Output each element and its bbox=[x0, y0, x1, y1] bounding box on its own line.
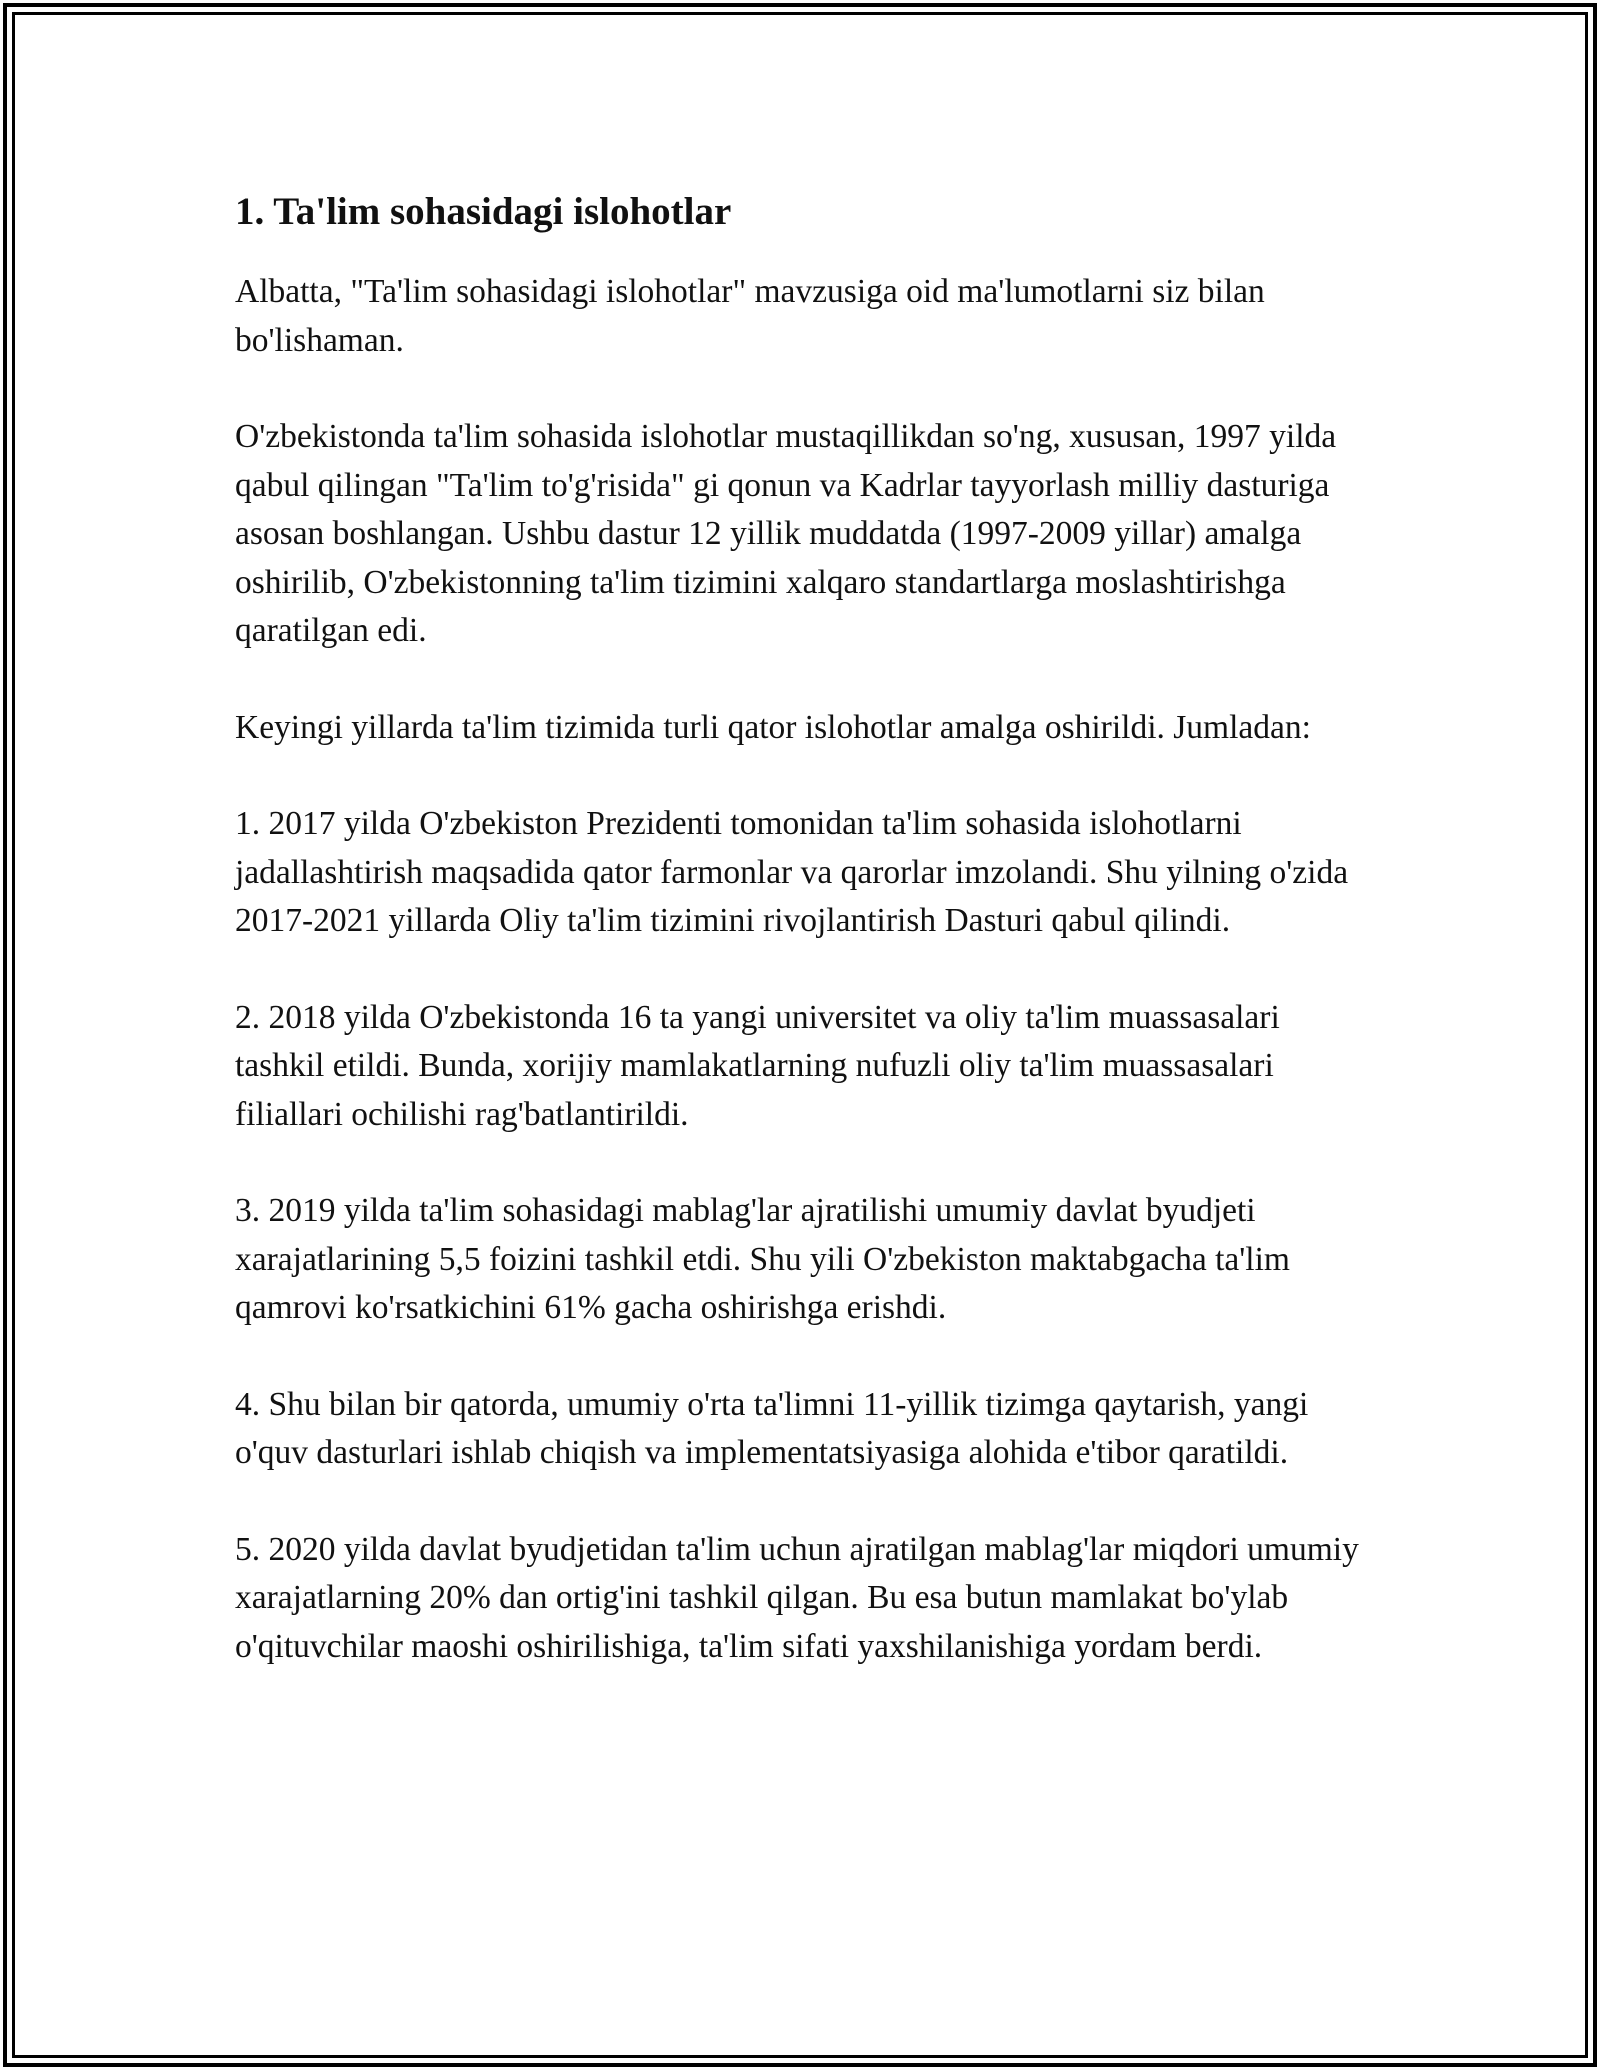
paragraph-background: O'zbekistonda ta'lim sohasida islohotlar mustaqillikdan so'ng, xususan, 1997 yilda qabul qilingan "Ta'lim to'g'risida" gi qonun va Kadrlar tayyorlash milliy dasturiga asosan boshlangan. Ushbu dastur 12 yillik muddatda (1997-2009 yillar) amalga oshirilib, O'zbekistonning ta'lim tizimini xalqaro standartlarga moslashtirishga qaratilgan edi. bbox=[235, 418, 1337, 649]
list-item-2020: 5. 2020 yilda davlat byudjetidan ta'lim uchun ajratilgan mablag'lar miqdori umumiy xarajatlarning 20% dan ortig'ini tashkil qilgan. Bu esa butun mamlakat bo'ylab o'qituvchilar maoshi oshirilishiga, ta'lim sifati yaxshilanishiga yordam berdi. bbox=[235, 1530, 1359, 1665]
list-item-2019: 3. 2019 yilda ta'lim sohasidagi mablag'lar ajratilishi umumiy davlat byudjeti xarajatlarining 5,5 foizini tashkil etdi. Shu yili O'zbekiston maktabgacha ta'lim qamrovi ko'rsatkichini 61% gacha oshirishga erishdi. bbox=[235, 1192, 1290, 1326]
section-heading: 1. Ta'lim sohasidagi islohotlar bbox=[235, 190, 732, 233]
list-item-2018: 2. 2018 yilda O'zbekistonda 16 ta yangi universitet va oliy ta'lim muassasalari tashkil etildi. Bunda, xorijiy mamlakatlarning nufuzli oliy ta'lim muassasalari filiallari ochilishi rag'batlantirildi. bbox=[235, 998, 1280, 1133]
list-item-secondary-education: 4. Shu bilan bir qatorda, umumiy o'rta ta'limni 11-yillik tizimga qaytarish, yangi o'quv dasturlari ishlab chiqish va implementatsiyasiga alohida e'tibor qaratildi. bbox=[235, 1385, 1309, 1471]
paragraph-list-intro: Keyingi yillarda ta'lim tizimida turli qator islohotlar amalga oshirildi. Jumladan: bbox=[235, 708, 1311, 746]
document-page bbox=[235, 182, 1375, 1719]
list-item-2017: 1. 2017 yilda O'zbekiston Prezidenti tomonidan ta'lim sohasida islohotlarni jadallashtirish maqsadida qator farmonlar va qarorlar imzolandi. Shu yilning o'zida 2017-2021 yillarda Oliy ta'lim tizimini rivojlantirish Dasturi qabul qilindi. bbox=[235, 805, 1349, 939]
paragraph-intro: Albatta, "Ta'lim sohasidagi islohotlar" mavzusiga oid ma'lumotlarni siz bilan bo'lishaman. bbox=[235, 273, 1265, 359]
